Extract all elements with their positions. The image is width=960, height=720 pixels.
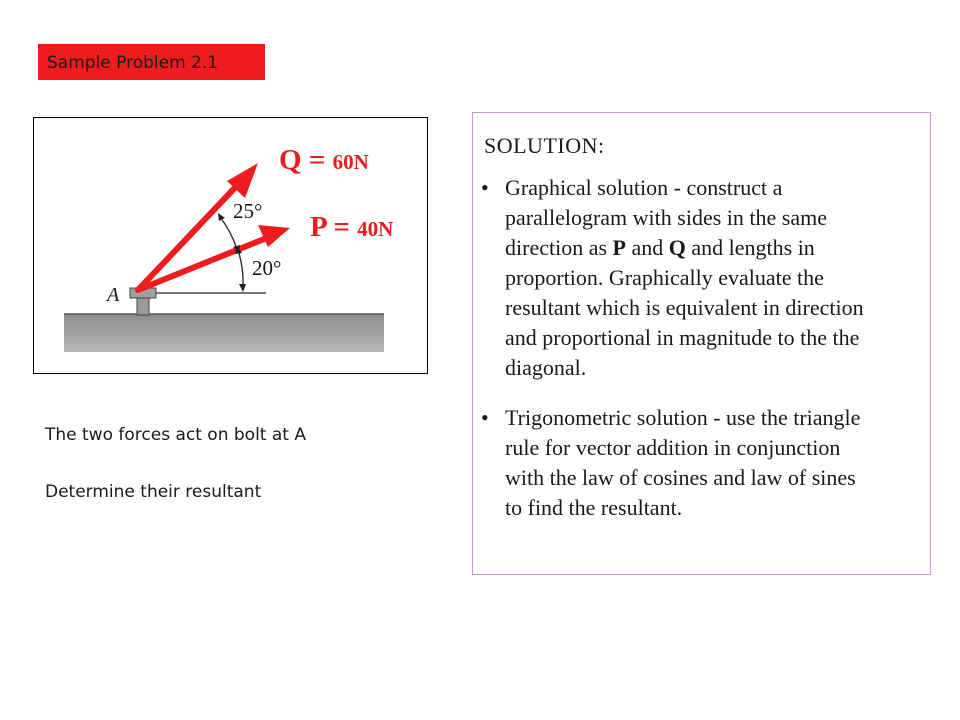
point-a-label: A [107, 284, 120, 306]
vector-p-bold: P [612, 235, 626, 260]
force-p-arrowhead [258, 225, 290, 247]
graphical-line-3-start: direction as [505, 235, 613, 260]
force-p-label [310, 211, 393, 244]
graphical-line-1: Graphical solution - construct a [505, 175, 783, 200]
force-p-symbol: P [310, 211, 327, 243]
graphical-line-3-end: and lengths in [685, 235, 815, 260]
force-diagram-drawing [34, 118, 428, 374]
problem-statement-line-2: Determine their resultant [45, 482, 262, 502]
graphical-line-5: resultant which is equivalent in direction [505, 295, 864, 320]
graphical-line-3-and: and [625, 235, 669, 260]
force-q-equals-sign: = [308, 144, 326, 176]
force-p-equals [326, 211, 357, 243]
graphical-line-2: parallelogram with sides in the same [505, 205, 827, 230]
force-p-value: 40N [357, 217, 394, 241]
problem-statement-line-1: The two forces act on bolt at A [45, 425, 306, 445]
force-q-symbol: Q [279, 144, 302, 176]
force-p-equals-sign: = [333, 211, 350, 243]
angle-label-20: 20° [252, 256, 282, 280]
force-q-label [279, 144, 369, 177]
graphical-line-6: and proportional in magnitude to the the [505, 325, 860, 350]
solution-item-graphical [505, 173, 925, 383]
solution-item-trigonometric [505, 403, 925, 523]
angle-arc-20 [238, 250, 243, 288]
bullet-2-marker: • [481, 405, 489, 430]
force-diagram [33, 117, 428, 374]
force-q-equals [302, 144, 333, 176]
solution-title: SOLUTION: [484, 133, 605, 158]
trig-line-1: Trigonometric solution - use the triangle [505, 405, 861, 430]
graphical-line-7: diagonal. [505, 355, 587, 380]
problem-title-badge: Sample Problem 2.1 [38, 44, 265, 80]
graphical-line-3 [505, 233, 925, 263]
bolt-shank [137, 298, 149, 315]
vector-q-bold: Q [668, 235, 686, 260]
bullet-1-marker: • [481, 175, 489, 200]
graphical-line-4: proportion. Graphically evaluate the [505, 265, 824, 290]
trig-line-3: with the law of cosines and law of sines [505, 465, 856, 490]
trig-line-4: to find the resultant. [505, 495, 683, 520]
angle-label-25: 25° [233, 199, 263, 223]
ground [64, 314, 384, 352]
trig-line-2: rule for vector addition in conjunction [505, 435, 841, 460]
force-q-value: 60N [332, 150, 369, 174]
angle-arc-20-tip-bottom [239, 284, 246, 292]
solution-panel [472, 112, 931, 575]
